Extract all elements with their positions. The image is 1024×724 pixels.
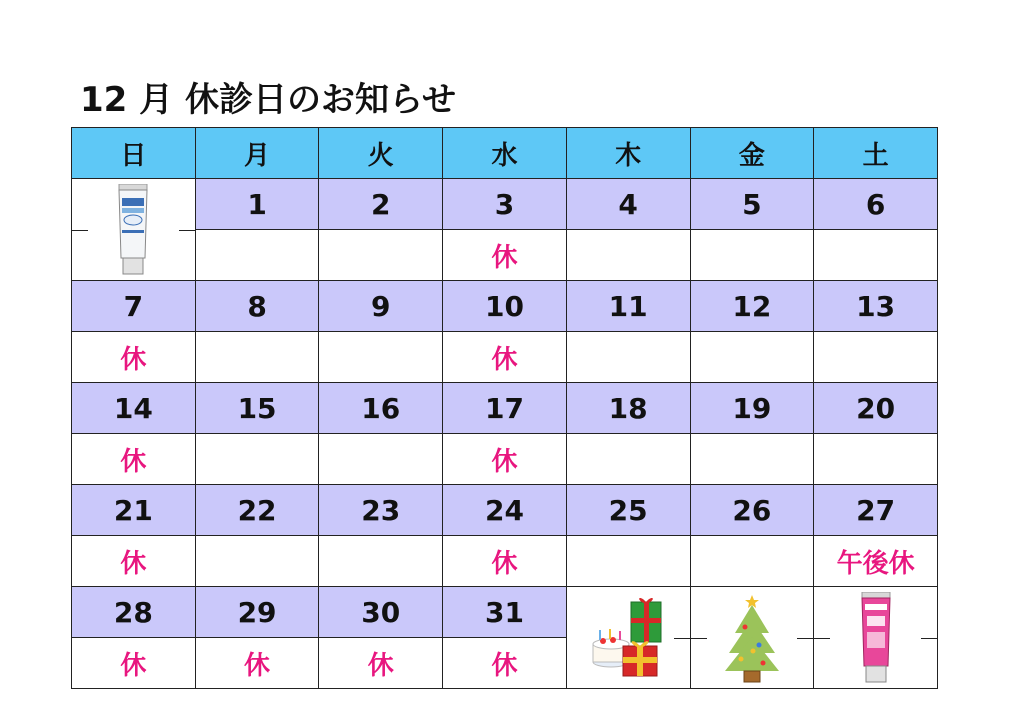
date-cell: 19 [690,383,814,434]
calendar-table [71,127,938,689]
pink-toothpaste-tube-icon [859,592,893,684]
date-cell: 2 [319,179,443,230]
date-cell: 15 [195,383,319,434]
gifts-cell [566,587,690,689]
date-cell: 11 [566,281,690,332]
date-cell: 1 [195,179,319,230]
date-cell: 29 [195,587,319,638]
note-cell: 午後休 [814,536,938,587]
weekday-wed: 水 [443,128,567,179]
weekday-mon: 月 [195,128,319,179]
date-cell: 8 [195,281,319,332]
date-cell: 31 [443,587,567,638]
date-cell: 4 [566,179,690,230]
note-cell [319,536,443,587]
note-cell [566,230,690,281]
note-cell: 休 [319,638,443,689]
note-row [72,332,938,383]
note-cell [319,230,443,281]
date-cell: 25 [566,485,690,536]
date-cell: 21 [72,485,196,536]
date-cell: 5 [690,179,814,230]
date-cell: 26 [690,485,814,536]
date-cell: 6 [814,179,938,230]
toothpaste-tube-icon [116,184,150,276]
date-cell: 30 [319,587,443,638]
weekday-thu: 木 [566,128,690,179]
weekday-tue: 火 [319,128,443,179]
christmas-tree-icon [723,593,781,683]
note-cell [195,434,319,485]
note-cell [814,434,938,485]
note-cell [566,332,690,383]
note-cell: 休 [72,638,196,689]
note-cell: 休 [443,434,567,485]
note-cell [319,434,443,485]
page-title: 12 月 休診日のお知らせ [80,80,456,120]
note-cell [566,536,690,587]
date-cell: 23 [319,485,443,536]
date-cell: 12 [690,281,814,332]
note-row [72,434,938,485]
date-cell: 10 [443,281,567,332]
weekday-sat: 土 [814,128,938,179]
date-cell: 18 [566,383,690,434]
tree-cell [690,587,814,689]
date-cell: 7 [72,281,196,332]
date-cell: 27 [814,485,938,536]
weekday-header-row [72,128,938,179]
toothpaste-cell [72,179,196,281]
note-cell [319,332,443,383]
date-cell: 22 [195,485,319,536]
date-row [72,179,938,230]
date-cell: 20 [814,383,938,434]
note-cell [690,434,814,485]
note-cell: 休 [443,230,567,281]
date-cell: 13 [814,281,938,332]
note-cell: 休 [72,536,196,587]
note-cell [690,536,814,587]
note-cell [814,332,938,383]
date-row [72,485,938,536]
note-cell: 休 [72,434,196,485]
date-row [72,281,938,332]
date-cell: 28 [72,587,196,638]
note-cell [814,230,938,281]
note-cell [566,434,690,485]
note-cell [195,536,319,587]
date-row [72,587,938,638]
date-cell: 14 [72,383,196,434]
note-row [72,230,938,281]
note-cell: 休 [72,332,196,383]
pink-toothpaste-cell [814,587,938,689]
weekday-fri: 金 [690,128,814,179]
christmas-gifts-cake-icon [589,596,667,680]
note-cell [195,230,319,281]
date-cell: 9 [319,281,443,332]
date-cell: 16 [319,383,443,434]
note-cell [690,332,814,383]
note-row [72,536,938,587]
weekday-sun: 日 [72,128,196,179]
note-cell: 休 [443,332,567,383]
note-cell [195,332,319,383]
date-cell: 3 [443,179,567,230]
date-row [72,383,938,434]
date-cell: 17 [443,383,567,434]
note-cell [690,230,814,281]
note-cell: 休 [195,638,319,689]
date-cell: 24 [443,485,567,536]
note-cell: 休 [443,638,567,689]
note-cell: 休 [443,536,567,587]
